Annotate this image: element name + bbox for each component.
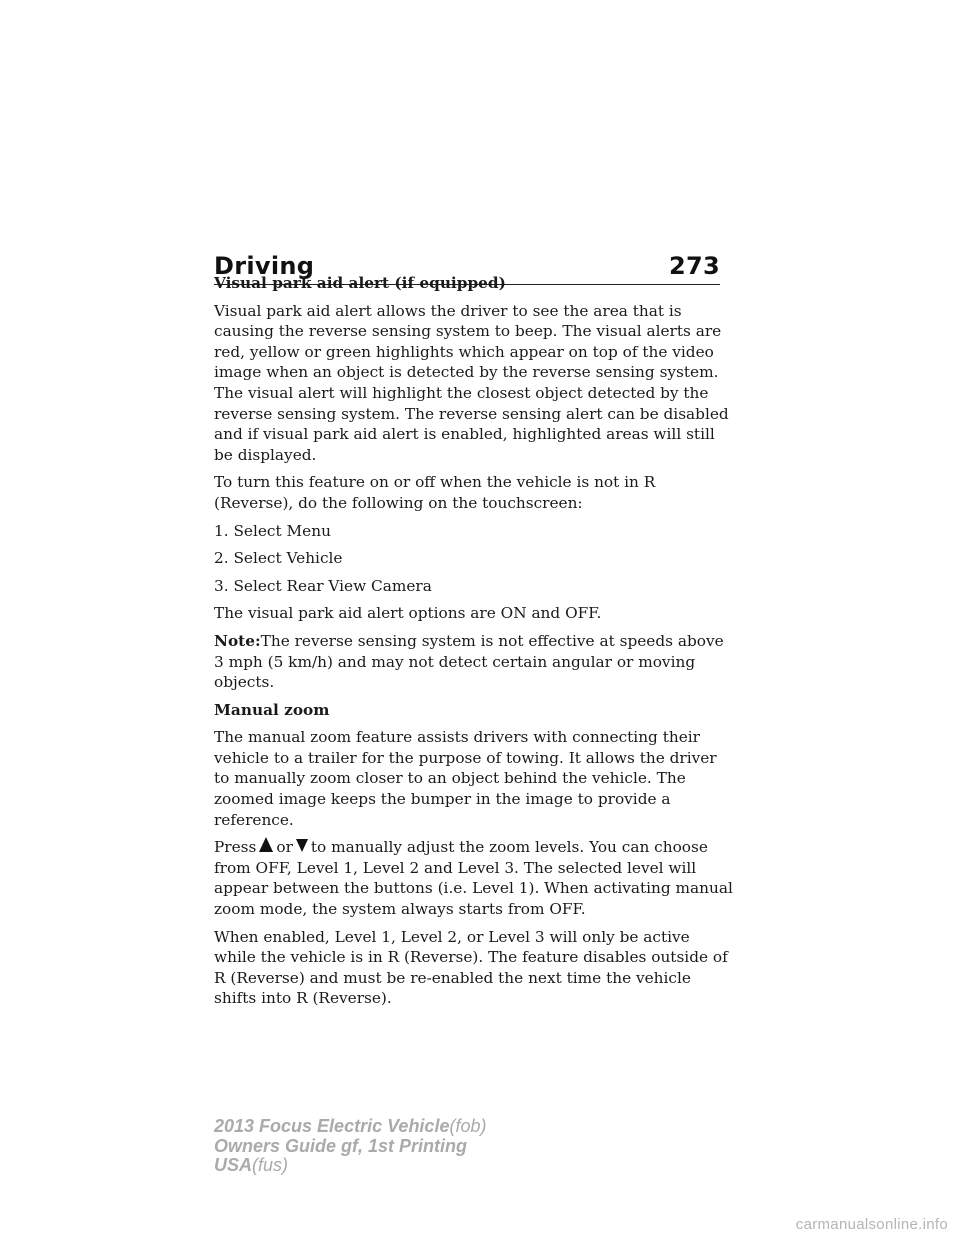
note-label: Note: (214, 631, 261, 650)
heading-manual-zoom: Manual zoom (214, 700, 330, 719)
page-footer (214, 1117, 486, 1176)
paragraph-options: The visual park aid alert options are ON and OFF. (214, 604, 602, 623)
step-3: 3. Select Rear View Camera (214, 576, 432, 595)
watermark: carmanualsonline.info (795, 1216, 948, 1233)
footer-guide: Owners Guide gf, 1st Printing (214, 1135, 468, 1156)
footer-region: USA (214, 1155, 253, 1175)
step-1: 1. Select Menu (214, 521, 331, 540)
press-rest: to manually adjust the zoom levels. You can choose from OFF, Level 1, Level 2 and Level 3. The selected level will appear between the buttons (i.e. Level 1). When activating manual zoom mode, the system always starts from OFF. (214, 838, 733, 919)
triangle-down-icon (296, 839, 308, 852)
footer-model-code: (fob) (449, 1116, 487, 1136)
paragraph-press (214, 837, 734, 919)
note (214, 631, 734, 693)
or-word: or (276, 838, 293, 857)
paragraph-manual-zoom: The manual zoom feature assists drivers with connecting their vehicle to a trailer for the purpose of towing. It allows the driver to manually zoom closer to an object behind the vehicle. The zoomed image keeps the bumper in the image to provide a reference. (214, 728, 717, 829)
step-2: 2. Select Vehicle (214, 549, 343, 568)
press-word: Press (214, 838, 257, 857)
triangle-up-icon (259, 837, 273, 852)
note-text: The reverse sensing system is not effective at speeds above 3 mph (5 km/h) and may not detect certain angular or moving objects. (214, 631, 724, 692)
footer-line-3 (214, 1156, 486, 1176)
footer-model: 2013 Focus Electric Vehicle (214, 1116, 450, 1136)
paragraph-enabled: When enabled, Level 1, Level 2, or Level 3 will only be active while the vehicle is in R (Reverse). The feature disables outside of R (Reverse) and must be re-enabled the next time the vehicle shifts into R (Reverse). (214, 927, 728, 1008)
page-content (214, 273, 734, 1016)
paragraph-instruction: To turn this feature on or off when the vehicle is not in R (Reverse), do the following on the touchscreen: (214, 473, 656, 512)
paragraph-intro: Visual park aid alert allows the driver to see the area that is causing the reverse sensing system to beep. The visual alerts are red, yellow or green highlights which appear on top of the video image when an object is detected by the reverse sensing system. The visual alert will highlight the closest object detected by the reverse sensing system. The reverse sensing alert can be disabled and if visual park aid alert is enabled, highlighted areas will still be displayed. (214, 301, 729, 464)
section-title: Driving (214, 252, 315, 280)
footer-line-2 (214, 1137, 486, 1157)
heading-visual-park-aid: Visual park aid alert (if equipped) (214, 274, 506, 292)
footer-region-code: (fus) (252, 1155, 289, 1175)
page-number: 273 (669, 252, 720, 280)
footer-line-1 (214, 1117, 486, 1137)
